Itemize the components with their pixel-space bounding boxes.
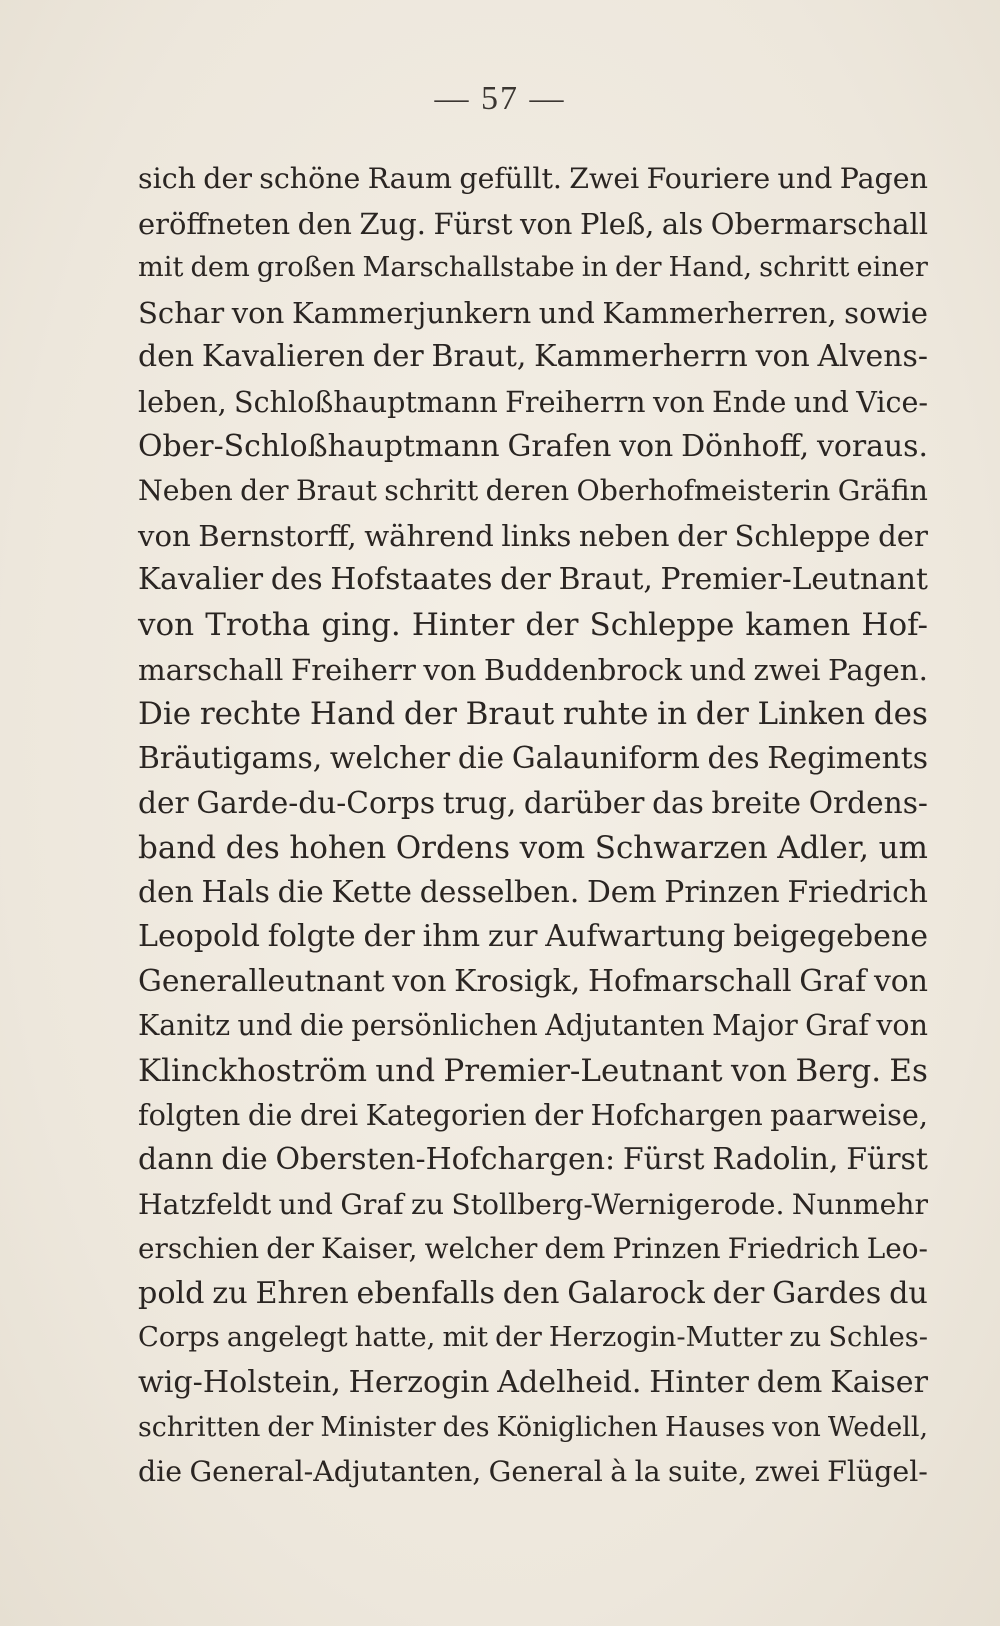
text-line: mit dem großen Marschallstabe in der Hand, schritt einer: [138, 252, 928, 284]
text-line: marschall Freiherr von Buddenbrock und zwei Pagen.: [138, 652, 928, 687]
text-line: dann die Obersten-Hofchargen: Fürst Radolin, Fürst: [138, 1142, 928, 1178]
text-line: band des hohen Ordens vom Schwarzen Adler, um: [138, 829, 928, 866]
text-line: Hatzfeldt und Graf zu Stollberg-Wernigerode. Nunmehr: [138, 1187, 928, 1221]
text-line: Die rechte Hand der Braut ruhte in der Linken des: [138, 696, 928, 733]
text-line: von Bernstorff, während links neben der Schleppe der: [138, 518, 928, 553]
text-line: Schar von Kammerjunkern und Kammerherren, sowie: [138, 295, 928, 330]
text-line: von Trotha ging. Hinter der Schleppe kamen Hof-: [138, 606, 928, 643]
text-line: der Garde-du-Corps trug, darüber das breite Ordens-: [138, 786, 928, 821]
text-line: sich der schöne Raum gefüllt. Zwei Fouriere und Pagen: [138, 162, 928, 195]
page-number: — 57 —: [434, 80, 566, 117]
text-line: Bräutigams, welcher die Galauniform des Regiments: [138, 740, 928, 776]
text-line: pold zu Ehren ebenfalls den Galarock der Gardes du: [138, 1275, 928, 1311]
text-line: Neben der Braut schritt deren Oberhofmeisterin Gräfin: [138, 474, 928, 508]
text-line: Corps angelegt hatte, mit der Herzogin-Mutter zu Schles-: [138, 1322, 928, 1354]
text-line: die General-Adjutanten, General à la suite, zwei Flügel-: [138, 1455, 928, 1489]
text-line: Klinckhoström und Premier-Leutnant von Berg. Es: [138, 1052, 928, 1089]
text-line: Ober-Schloßhauptmann Grafen von Dönhoff, voraus.: [138, 428, 928, 464]
text-line: wig-Holstein, Herzogin Adelheid. Hinter dem Kaiser: [138, 1365, 928, 1401]
text-line: erschien der Kaiser, welcher dem Prinzen Friedrich Leo-: [138, 1232, 928, 1266]
text-line: den Hals die Kette desselben. Dem Prinzen Friedrich: [138, 874, 928, 910]
text-line: leben, Schloßhauptmann Freiherrn von Ende und Vice-: [138, 384, 928, 419]
body-text: [138, 157, 928, 1495]
text-line: folgten die drei Kategorien der Hofchargen paarweise,: [138, 1098, 928, 1133]
text-line: Leopold folgte der ihm zur Aufwartung beigegebene: [138, 919, 928, 955]
text-line: schritten der Minister des Königlichen Hauses von Wedell,: [138, 1411, 928, 1443]
text-line: Kavalier des Hofstaates der Braut, Premier-Leutnant: [138, 562, 928, 598]
text-line: den Kavalieren der Braut, Kammerherrn von Alvens-: [138, 339, 928, 375]
text-line: Kanitz und die persönlichen Adjutanten Major Graf von: [138, 1009, 928, 1043]
text-line: eröffneten den Zug. Fürst von Pleß, als Obermarschall: [138, 206, 928, 241]
text-line: Generalleutnant von Krosigk, Hofmarschall Graf von: [138, 963, 928, 999]
